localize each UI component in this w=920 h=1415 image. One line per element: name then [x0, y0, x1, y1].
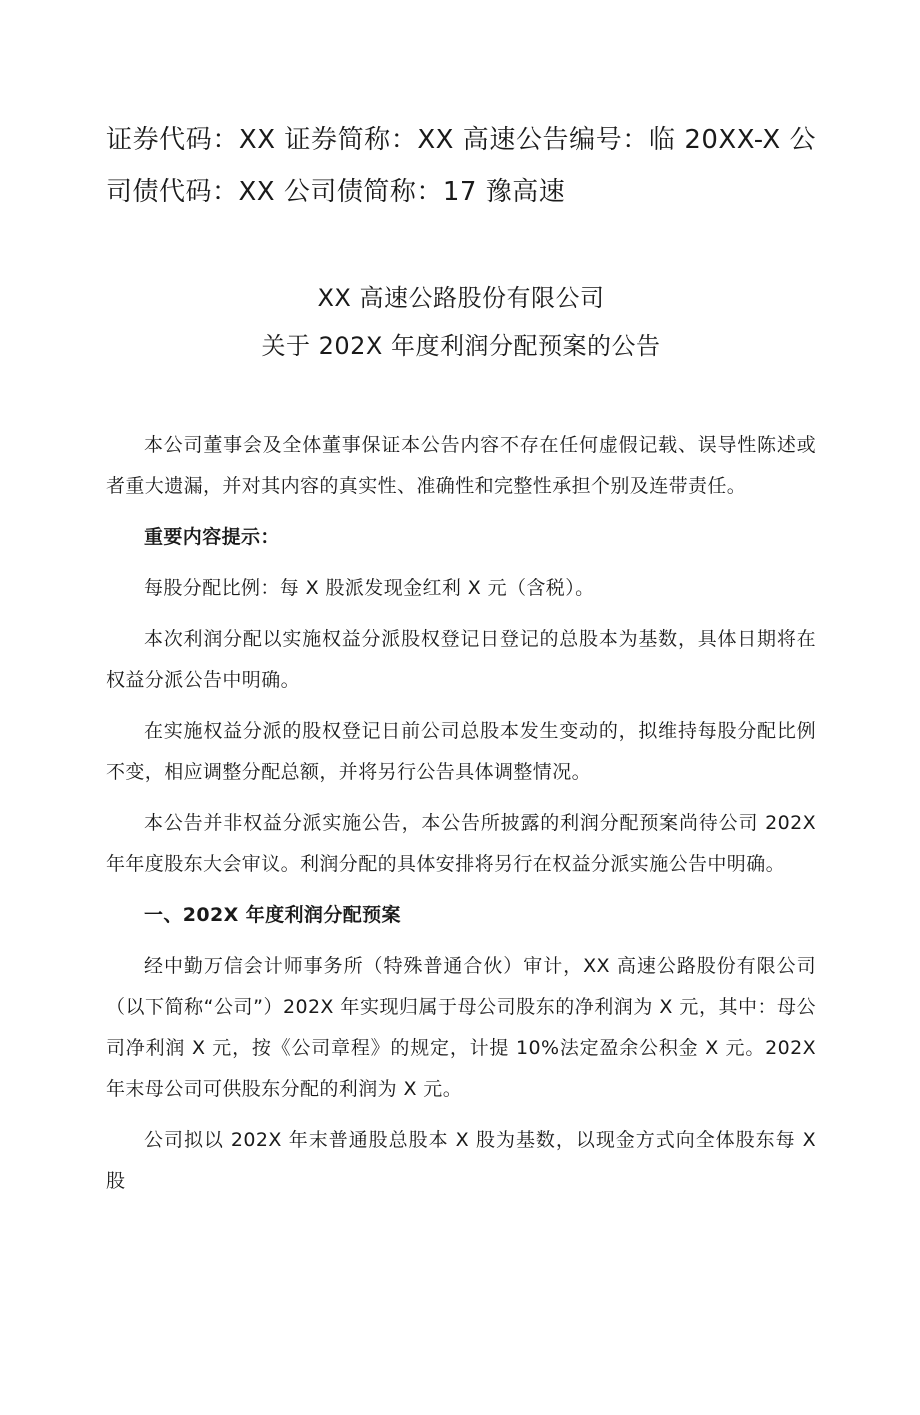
not-implementation-paragraph: 本公告并非权益分派实施公告，本公告所披露的利润分配预案尚待公司 202X 年年度股东大会审议。利润分配的具体安排将另行在权益分派实施公告中明确。 [106, 812, 816, 875]
document-page [0, 114, 920, 1415]
highlight-heading: 重要内容提示： [144, 526, 280, 548]
disclaimer-paragraph: 本公司董事会及全体董事保证本公告内容不存在任何虚假记载、误导性陈述或者重大遗漏，并对其内容的真实性、准确性和完整性承担个别及连带责任。 [106, 434, 816, 497]
title-block [106, 274, 816, 370]
share-change-paragraph: 在实施权益分派的股权登记日前公司总股本发生变动的，拟维持每股分配比例不变，相应调整分配总额，并将另行公告具体调整情况。 [106, 720, 816, 783]
audit-paragraph: 经中勤万信会计师事务所（特殊普通合伙）审计，XX 高速公路股份有限公司（以下简称“公司”）202X 年实现归属于母公司股东的净利润为 X 元，其中：母公司净利润 X 元，按《公司章程》的规定，计提 10%法定盈余公积金 X 元。202X 年末母公司可供股东分配的利润为 X 元。 [106, 955, 816, 1100]
securities-header: 证券代码：XX 证券简称：XX 高速公告编号：临 20XX-X 公司债代码：XX 公司债简称：17 豫高速 [106, 125, 816, 207]
dividend-ratio-paragraph: 每股分配比例：每 X 股派发现金红利 X 元（含税）。 [144, 577, 595, 599]
document-body [106, 425, 816, 1202]
cash-dividend-paragraph: 公司拟以 202X 年末普通股总股本 X 股为基数，以现金方式向全体股东每 X 股 [106, 1129, 816, 1192]
company-title: XX 高速公路股份有限公司 [317, 284, 605, 312]
section-1-heading: 一、202X 年度利润分配预案 [144, 904, 401, 926]
announcement-title: 关于 202X 年度利润分配预案的公告 [261, 332, 661, 360]
distribution-base-paragraph: 本次利润分配以实施权益分派股权登记日登记的总股本为基数，具体日期将在权益分派公告中明确。 [106, 628, 816, 691]
